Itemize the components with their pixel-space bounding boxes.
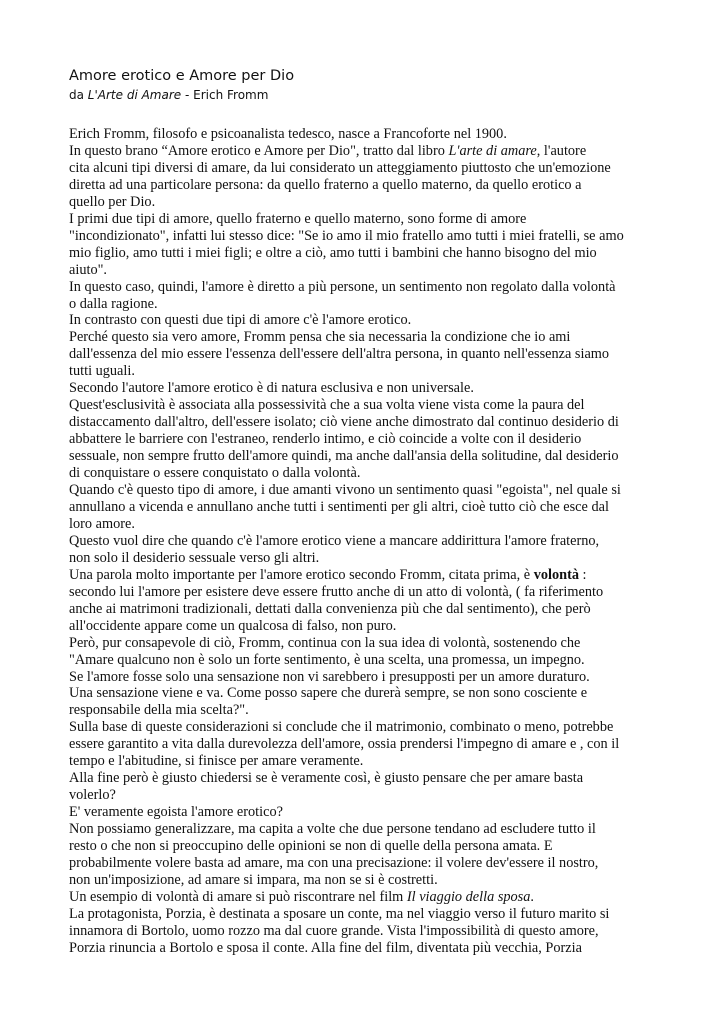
text-line: volerlo? (69, 787, 116, 804)
text-line: tempo e l'abitudine, si finisce per amare veramente. (69, 753, 364, 770)
text-line: Una parola molto importante per l'amore erotico secondo Fromm, citata prima, è volontà : (69, 566, 587, 583)
film-title: Il viaggio della sposa (406, 888, 531, 905)
text-line: In questo brano “Amore erotico e Amore per Dio", tratto dal libro L'arte di amare, l'autore (69, 142, 587, 159)
book-title: L'arte di amare (448, 142, 537, 159)
text-line: anche ai matrimoni tradizionali, dettati dalla convenienza più che dal sentimento), che però (69, 600, 591, 617)
text-line: Secondo l'autore l'amore erotico è di natura esclusiva e non universale. (69, 380, 474, 397)
text-line: all'occidente appare come un qualcosa di falso, non puro. (69, 617, 397, 634)
text-line: Se l'amore fosse solo una sensazione non vi sarebbero i presupposti per un amore duraturo. (69, 668, 590, 685)
text-line: responsabile della mia scelta?". (69, 702, 249, 719)
text-line: diretta ad una particolare persona: da quello fraterno a quello materno, da quello erotico a (69, 176, 582, 193)
text-line: distaccamento dall'altro, dell'essere isolato; ciò viene anche dimostrato dal continuo desiderio di (69, 414, 619, 431)
text-line: di conquistare o essere conquistato o dalla volontà. (69, 465, 361, 482)
text-line: abbattere le barriere con l'estraneo, renderlo intimo, e ciò coincide a volte con il desiderio (69, 431, 582, 448)
text-line: o dalla ragione. (69, 295, 158, 312)
document-title: Amore erotico e Amore per Dio (69, 68, 295, 84)
text-line: Erich Fromm, filosofo e psicoanalista tedesco, nasce a Francoforte nel 1900. (69, 126, 507, 142)
keyword-volonta: volontà (533, 566, 579, 583)
text-line: non un'imposizione, ad amare si impara, ma non se si è costretti. (69, 871, 438, 888)
document-body (69, 126, 669, 957)
text-line: quello per Dio. (69, 193, 156, 210)
text-line: Perché questo sia vero amore, Fromm pensa che sia necessaria la condizione che io ami (69, 329, 571, 346)
text-line: In questo caso, quindi, l'amore è diretto a più persone, un sentimento non regolato dalla volontà (69, 278, 616, 295)
text-line: loro amore. (69, 515, 135, 532)
subtitle-work-title: L'Arte di Amare (87, 88, 182, 102)
text-line: resto o che non si preoccupino delle opinioni se non di quelle della persona amata. E (69, 838, 553, 855)
text-line: dall'essenza del mio essere l'essenza dell'essere dell'altra persona, in quanto nell'essenza siamo (69, 346, 610, 363)
text-line: non solo il desiderio sessuale verso gli altri. (69, 549, 320, 566)
text-line: Porzia rinuncia a Bortolo e sposa il conte. Alla fine del film, diventata più vecchia, Porzia (69, 939, 582, 956)
text-line: sessuale, non sempre frutto dell'amore quindi, ma anche dall'ansia della solitudine, dal desiderio (69, 448, 619, 465)
document-page (69, 66, 669, 957)
text-line: "Amare qualcuno non è solo un forte sentimento, è una scelta, una promessa, un impegno. (69, 651, 585, 668)
text-line: aiuto". (69, 261, 107, 278)
text-line: mio figlio, amo tutti i miei figli; e oltre a ciò, amo tutti i bambini che hanno bisogno del mio (69, 244, 597, 261)
text-line: Quando c'è questo tipo di amore, i due amanti vivono un sentimento quasi "egoista", nel quale si (69, 482, 621, 499)
text-line: I primi due tipi di amore, quello fraterno e quello materno, sono forme di amore (69, 210, 527, 227)
text-line: annullano a vicenda e annullano anche tutti i sentimenti per gli altri, cioè tutto ciò che esce dal (69, 498, 609, 515)
text-line: "incondizionato", infatti lui stesso dice: "Se io amo il mio fratello amo tutti i miei fratelli, se amo (69, 227, 624, 244)
text-line: cita alcuni tipi diversi di amare, da lui considerato un atteggiamento piuttosto che un'emozione (69, 159, 611, 176)
text-line: Una sensazione viene e va. Come posso sapere che durerà sempre, se non sono cosciente e (69, 685, 588, 702)
text-line: E' veramente egoista l'amore erotico? (69, 804, 283, 821)
subtitle-prefix: da (69, 88, 88, 102)
text-line: secondo lui l'amore per esistere deve essere frutto anche di un atto di volontà, ( fa riferimento (69, 583, 604, 600)
text-line: Sulla base di queste considerazioni si conclude che il matrimonio, combinato o meno, potrebbe (69, 719, 614, 736)
text-line: Quest'esclusività è associata alla possessività che a sua volta viene vista come la paura del (69, 397, 585, 414)
text-line: innamora di Bortolo, uomo rozzo ma dal cuore grande. Vista l'impossibilità di questo amore, (69, 922, 599, 939)
text-line: Alla fine però è giusto chiedersi se è veramente così, è giusto pensare che per amare basta (69, 770, 584, 787)
text-line: Però, pur consapevole di ciò, Fromm, continua con la sua idea di volontà, sostenendo che (69, 634, 581, 651)
subtitle-author: - Erich Fromm (181, 88, 269, 102)
text-line: tutti uguali. (69, 363, 135, 380)
text-line: essere garantito a vita dalla durevolezza dell'amore, ossia prendersi l'impegno di amare e , con il (69, 736, 620, 753)
text-line: La protagonista, Porzia, è destinata a sposare un conte, ma nel viaggio verso il futuro marito si (69, 905, 610, 922)
document-subtitle (69, 86, 669, 104)
text-line: Non possiamo generalizzare, ma capita a volte che due persone tendano ad escludere tutto il (69, 821, 596, 838)
text-line: Questo vuol dire che quando c'è l'amore erotico viene a mancare addirittura l'amore fraterno, (69, 532, 600, 549)
text-line: probabilmente volere basta ad amare, ma con una precisazione: il volere dev'essere il nostro, (69, 854, 599, 871)
text-line: In contrasto con questi due tipi di amore c'è l'amore erotico. (69, 312, 412, 329)
text-line: Un esempio di volontà di amare si può riscontrare nel film Il viaggio della sposa. (69, 888, 534, 905)
